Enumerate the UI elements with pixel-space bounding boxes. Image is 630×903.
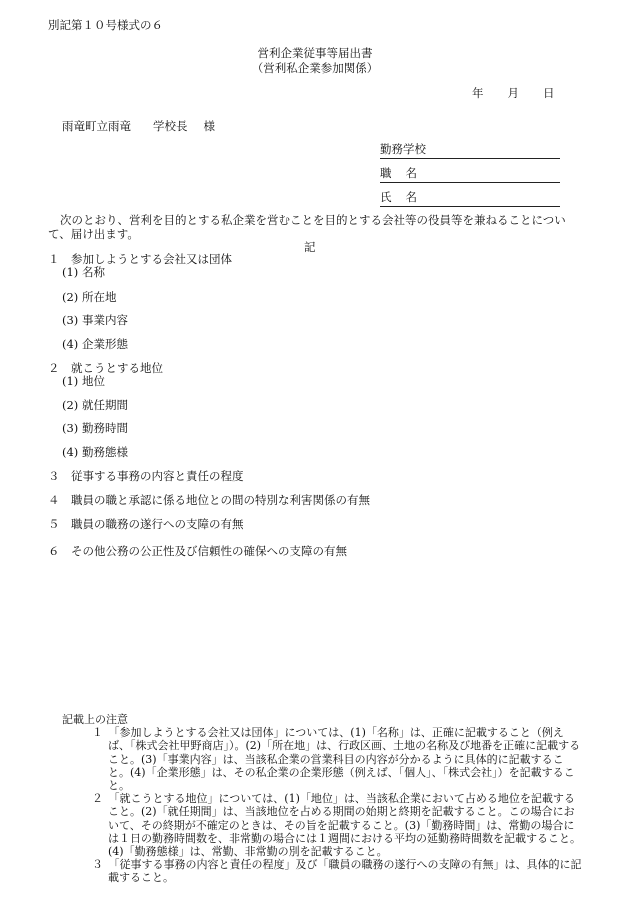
ki-heading: 記 [304,240,316,254]
addressee [62,119,215,134]
date-line [472,86,555,101]
note-item-3: ３ 「従事する事務の内容と責任の程度」及び「職員の職務の遂行への支障の有無」は、具体的に記載すること。 [92,858,582,885]
section-1-item-2: (2) 所在地 [62,290,117,304]
school-field[interactable] [380,142,560,159]
document-title: 営利企業従事等届出書 [257,46,373,60]
section-2-heading: ２ 就こうとする地位 [48,361,163,375]
note-item-2: ２ 「就こうとする地位」については、(1)「地位」は、当該私企業において占める地位を記載すること。(2)「就任期間」は、当該地位を占める期間の始期と終期を記載すること。この場合において、その終期が不確定のときは、その旨を記載すること。(3)「勤務時間」は、常勤の場合には１日の勤務時間数を、非常勤の場合には１週間における平均の延勤務時間数を記載すること。(4)「勤務態様」は、常勤、非常勤の別を記載すること。 [92,792,581,858]
addressee-school: 雨竜町立雨竜 [62,119,131,133]
section-1-heading: １ 参加しようとする会社又は団体 [48,252,232,266]
date-year: 年 [472,86,484,100]
date-day: 日 [543,86,555,100]
section-2-item-4: (4) 勤務態様 [62,445,128,459]
notes-section [62,713,582,884]
school-label: 勤務学校 [380,142,426,156]
name-label-1: 氏 [380,190,392,204]
section-2-item-1: (1) 地位 [62,374,105,388]
section-4-heading: ４ 職員の職と承認に係る地位との間の特別な利害関係の有無 [48,493,370,507]
note-item-1: １ 「参加しようとする会社又は団体」については、(1)「名称」は、正確に記載すること（例えば、「株式会社甲野商店」）。(2)「所在地」は、行政区画、土地の名称及び地番を正確に記載すること。(3)「事業内容」は、当該私企業の営業科目の内容が分かるように具体的に記載すること。(4)「企業形態」は、その私企業の企業形態（例えば、「個人」、「株式会社」）を記載すること。 [92,726,581,792]
addressee-honorific: 様 [203,119,215,133]
intro-text: 次のとおり、営利を目的とする私企業を営むことを目的とする会社等の役員等を兼ねることについて、届け出ます。 [48,213,566,242]
form-number: 別記第１０号様式の６ [48,18,163,32]
section-1-item-4: (4) 企業形態 [62,337,128,351]
name-field[interactable] [380,190,560,207]
name-label-2: 名 [405,190,417,204]
notes-heading: 記載上の注意 [62,713,128,726]
section-2-item-3: (3) 勤務時間 [62,421,128,435]
date-month: 月 [507,86,519,100]
section-6-heading: ６ その他公務の公正性及び信頼性の確保への支障の有無 [48,544,347,558]
position-label-2: 名 [405,166,417,180]
section-3-heading: ３ 従事する事務の内容と責任の程度 [48,469,244,483]
position-field[interactable] [380,166,560,183]
section-1-item-3: (3) 事業内容 [62,313,128,327]
addressee-role: 学校長 [153,119,188,133]
document-subtitle: （営利私企業参加関係） [251,61,379,75]
section-5-heading: ５ 職員の職務の遂行への支障の有無 [48,517,244,531]
position-label-1: 職 [380,166,392,180]
section-1-item-1: (1) 名称 [62,265,105,279]
section-2-item-2: (2) 就任期間 [62,398,128,412]
